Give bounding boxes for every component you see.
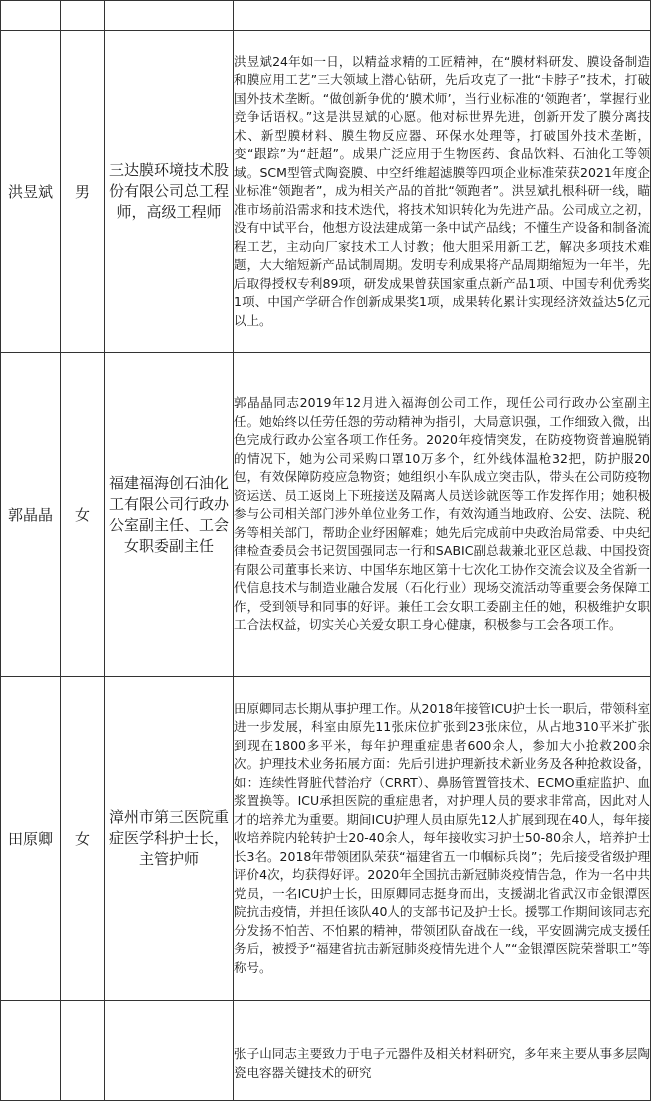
deeds-cell — [234, 1, 651, 31]
name-cell: 田原卿 — [1, 677, 61, 1001]
deeds-cell: 郭晶晶同志2019年12月进入福海创公司工作，现任公司行政办公室副主任。她始终以任劳任怨的劳动精神为指引，大局意识强，工作细致入微，出色完成行政办公室各项工作任务。2020年疫情突发，在防疫物资普遍脱销的情况下，她为公司采购口罩10万多个，红外线体温枪32把，防护服20包，有效保障防疫应急物资；她组织小车队成立突击队，带头在公司防疫物资运送、员工返岗上下班接送及隔离人员送诊就医等工作发挥作用；她积极参与公司相关部门涉外单位业务工作，有效沟通当地政府、公安、法院、税务等相关部门，帮助企业纾困解难；她先后完成前中央政治局常委、中央纪律检查委员会书记贺国强同志一行和SABIC副总裁兼北亚区总裁、中国投资有限公司董事长来访、中国华东地区第十七次化工协作交流会议及全省新一代信息技术与制造业融合发展（石化行业）现场交流活动等重要会务保障工作，受到领导和同事的好评。兼任工会女职工委副主任的她，积极维护女职工合法权益，切实关心关爱女职工身心健康，积极参与工会各项工作。 — [234, 353, 651, 677]
gender-cell: 女 — [61, 353, 105, 677]
deeds-cell: 田原卿同志长期从事护理工作。从2018年接管ICU护士长一职后，带领科室进一步发展，科室由原先11张床位扩张到23张床位，从占地310平米扩张到现在1800多平米，每年护理重症患者600余人，参加大小抢救200余次。护理技术业务拓展方面：先后引进护理新技术新业务及各种抢救设备，如：连续性肾脏代替治疗（CRRT）、鼻肠管置管技术、ECMO重症监护、血浆置换等。ICU承担医院的重症患者，对护理人员的要求非常高，因此对人才的培养尤为重要。期间ICU护理人员由原先12人扩展到现在40人，每年接收培养院内轮转护士20-40余人，每年接收实习护士50-80余人，培养护士长3名。2018年带领团队荣获“福建省五一巾帼标兵岗”；先后接受省级护理评价4次，均获得好评。2020年全国抗击新冠肺炎疫情告急，作为一名中共党员，一名ICU护士长，田原卿同志挺身而出，支援湖北省武汉市金银潭医院抗击疫情，并担任该队40人的支部书记及护士长。援鄂工作期间该同志充分发扬不怕苦、不怕累的精神，带领团队奋战在一线，平安圆满完成支援任务后，被授予“福建省抗击新冠肺炎疫情先进个人”“金银潭医院荣誉职工”等称号。 — [234, 677, 651, 1001]
table-row — [1, 1001, 651, 1101]
unit-title-cell — [105, 1, 234, 31]
gender-cell: 男 — [61, 31, 105, 353]
unit-title-cell — [105, 1001, 234, 1101]
table-row — [1, 31, 651, 353]
name-cell: 洪昱斌 — [1, 31, 61, 353]
table-row — [1, 677, 651, 1001]
unit-title-cell: 福建福海创石油化工有限公司行政办公室副主任、工会女职委副主任 — [105, 353, 234, 677]
name-cell — [1, 1001, 61, 1101]
name-cell — [1, 1, 61, 31]
unit-title-cell: 漳州市第三医院重症医学科护士长，主管护师 — [105, 677, 234, 1001]
gender-cell — [61, 1001, 105, 1101]
deeds-cell: 洪昱斌24年如一日，以精益求精的工匠精神，在“膜材料研发、膜设备制造和膜应用工艺”三大领域上潜心钻研，先后攻克了一批“卡脖子”技术，打破国外技术垄断。“做创新争优的‘膜术师’，当行业标准的‘领跑者’，掌握行业竞争话语权。”这是洪昱斌的心愿。他对标世界先进，创新开发了膜分离技术、新型膜材料、膜生物反应器、环保水处理等，打破国外技术垄断，变“跟踪”为“赶超”。成果广泛应用于生物医药、食品饮料、石油化工等领域。SCM型管式陶瓷膜、中空纤维超滤膜等四项企业标准荣获2021年度企业标准“领跑者”，成为相关产品的首批“领跑者”。洪昱斌扎根科研一线，瞄准市场前沿需求和技术迭代，将技术知识转化为先进产品。公司成立之初，没有中试平台，他想方设法建成第一条中试产品线；不懂生产设备和制备流程工艺，主动向厂家技术工人讨教；他大胆采用新工艺，解决多项技术难题，大大缩短新产品试制周期。发明专利成果将产品周期缩短为一年半，先后取得授权专利89项，研发成果曾获国家重点新产品1项、中国专利优秀奖1项、中国产学研合作创新成果奖1项，成果转化累计实现经济效益达5亿元以上。 — [234, 31, 651, 353]
unit-title-cell: 三达膜环境技术股份有限公司总工程师，高级工程师 — [105, 31, 234, 353]
name-cell: 郭晶晶 — [1, 353, 61, 677]
gender-cell — [61, 1, 105, 31]
table-row — [1, 1, 651, 31]
gender-cell: 女 — [61, 677, 105, 1001]
table-row — [1, 353, 651, 677]
deeds-cell: 张子山同志主要致力于电子元器件及相关材料研究，多年来主要从事多层陶瓷电容器关键技术的研究 — [234, 1001, 651, 1101]
